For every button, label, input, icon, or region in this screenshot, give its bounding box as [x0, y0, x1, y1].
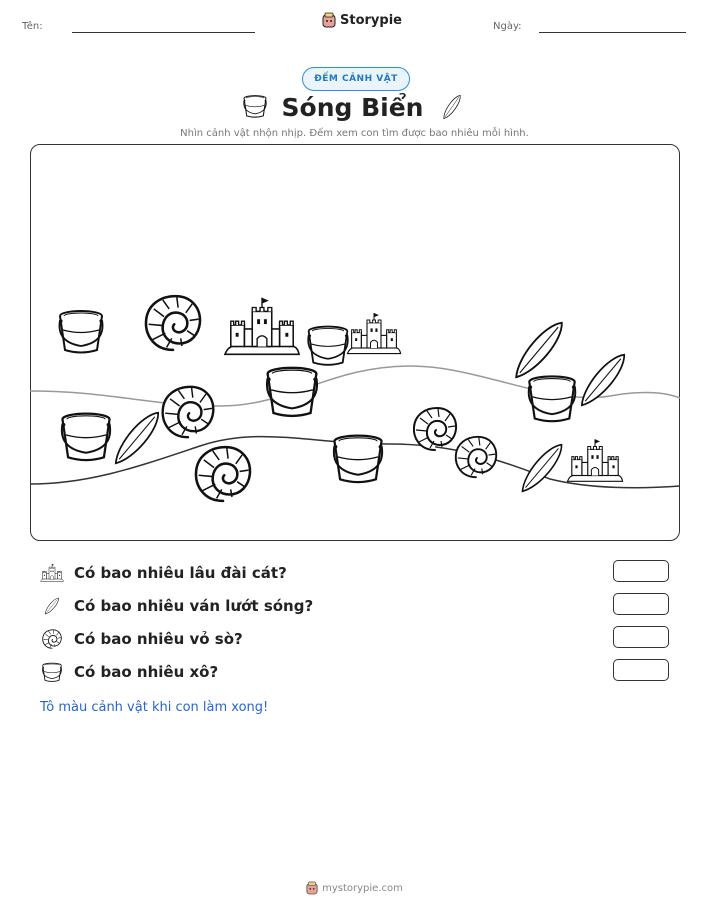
bucket-icon	[334, 436, 382, 482]
site-footer	[0, 881, 709, 895]
answer-box-castles[interactable]	[613, 560, 669, 582]
sandcastle-icon	[225, 298, 299, 355]
question-text: Có bao nhiêu xô?	[74, 663, 219, 681]
bucket-icon	[529, 376, 576, 421]
sandcastle-icon	[567, 439, 622, 481]
counting-scene	[30, 144, 680, 541]
date-label: Ngày:	[493, 21, 522, 32]
bucket-icon	[267, 368, 317, 416]
answer-box-surfboards[interactable]	[613, 593, 669, 615]
title-text: Sóng Biển	[281, 93, 424, 122]
surfboard-icon	[109, 407, 164, 468]
brand-name: Storypie	[340, 12, 402, 28]
beach-scene	[30, 144, 680, 541]
seashell-icon	[414, 408, 456, 450]
question-text: Có bao nhiêu lâu đài cát?	[74, 564, 287, 582]
question-surfboards	[40, 595, 313, 617]
bucket-icon	[242, 93, 268, 119]
surfboard-icon	[575, 349, 630, 410]
name-label: Tên:	[22, 21, 43, 32]
bucket-icon	[59, 311, 102, 353]
coloring-note: Tô màu cảnh vật khi con làm xong!	[40, 700, 269, 715]
answer-box-buckets[interactable]	[613, 659, 669, 681]
site-url[interactable]: mystorypie.com	[322, 882, 403, 894]
instructions: Nhìn cảnh vật nhộn nhịp. Đếm xem con tìm được bao nhiêu mỗi hình.	[180, 128, 529, 139]
question-castles	[40, 562, 287, 584]
page-title	[0, 92, 709, 122]
seashell-icon	[163, 387, 214, 437]
seashell-icon	[40, 628, 64, 650]
surfboard-icon	[36, 590, 69, 622]
bucket-icon	[40, 661, 64, 683]
question-shells	[40, 628, 243, 650]
sandcastle-icon	[40, 562, 64, 584]
category-badge: ĐẾM CẢNH VẬT	[302, 67, 410, 91]
seashell-icon	[456, 437, 496, 477]
seashell-icon	[146, 296, 200, 350]
surfboard-icon	[432, 86, 474, 128]
surfboard-icon	[516, 440, 567, 497]
date-field[interactable]	[539, 32, 686, 33]
bucket-icon	[62, 414, 110, 460]
question-text: Có bao nhiêu ván lướt sóng?	[74, 597, 314, 615]
sandcastle-icon	[347, 313, 400, 354]
brand-logo	[322, 12, 402, 28]
name-field[interactable]	[72, 32, 255, 33]
surfboard-icon	[509, 317, 569, 383]
question-text: Có bao nhiêu vỏ sò?	[74, 630, 243, 648]
storypie-mascot-icon	[306, 881, 318, 895]
answer-box-shells[interactable]	[613, 626, 669, 648]
question-buckets	[40, 661, 218, 683]
storypie-mascot-icon	[322, 12, 336, 28]
seashell-icon	[196, 447, 250, 501]
bucket-icon	[308, 327, 348, 365]
